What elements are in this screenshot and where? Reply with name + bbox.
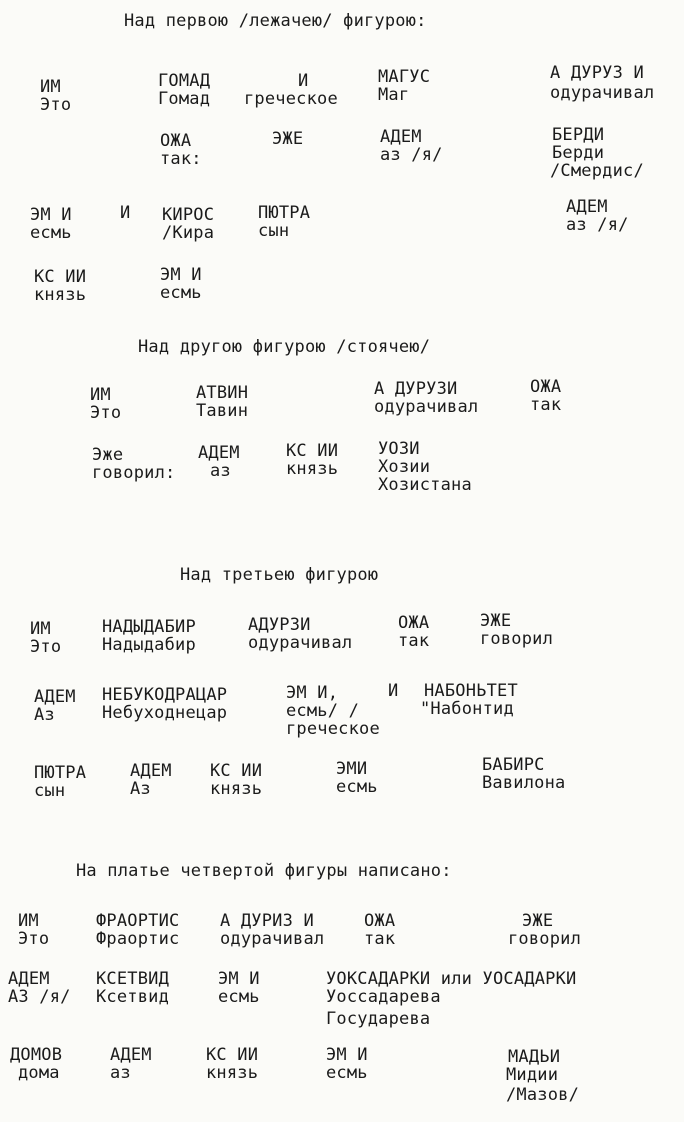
word-bottom: есмь xyxy=(336,777,378,797)
word-bottom: Это xyxy=(90,403,122,423)
word-bottom: аз /я/ xyxy=(380,145,443,165)
word-top: ПЮТРА xyxy=(34,763,87,783)
word-top: ИМ xyxy=(90,385,111,405)
word-top: БАБИРС xyxy=(482,755,545,775)
word-top: МАГУС xyxy=(378,67,431,87)
word-top: АДЕМ xyxy=(34,687,76,707)
word-top: ЭМ И xyxy=(30,205,72,225)
word-top: ИМ xyxy=(40,77,61,97)
word-bottom: Фраортис xyxy=(96,929,180,949)
word-bottom: Маг xyxy=(378,85,410,105)
section-heading: На платье четвертой фигуры написано: xyxy=(76,861,452,881)
word-bottom: Это xyxy=(30,637,62,657)
word-top: ЭМ И xyxy=(218,969,260,989)
word-bottom: так xyxy=(364,929,396,949)
word-top: КИРОС xyxy=(162,205,215,225)
word-bottom: так: xyxy=(160,149,202,169)
word-bottom: князь xyxy=(286,459,339,479)
word-top: ОЖА xyxy=(530,377,562,397)
word-bottom: дома xyxy=(18,1063,60,1083)
word-bottom: Хозии xyxy=(378,457,431,477)
word-bottom: есмь xyxy=(218,987,260,1007)
word-bottom: аз xyxy=(210,461,231,481)
word-bottom: сын xyxy=(258,221,290,241)
word-bottom: Вавилона xyxy=(482,773,566,793)
word-extra: греческое xyxy=(286,719,380,739)
word-bottom: Аз xyxy=(34,705,55,725)
word-top: УОКСАДАРКИ или УОСАДАРКИ xyxy=(326,969,577,989)
word-top: КС ИИ xyxy=(210,761,263,781)
word-bottom: Гомад xyxy=(158,89,211,109)
word-top: А ДУРУЗ И xyxy=(550,63,644,83)
word-extra: Государева xyxy=(326,1009,431,1029)
word-top: ЭЖЕ xyxy=(522,911,554,931)
word-bottom: Это xyxy=(40,95,72,115)
word-bottom: Тавин xyxy=(196,401,249,421)
word-bottom: "Набонтид xyxy=(420,699,514,719)
word-top: А ДУРИЗ И xyxy=(220,911,314,931)
word-bottom: князь xyxy=(210,779,263,799)
word-top: ЭМ И xyxy=(160,265,202,285)
word-bottom: так xyxy=(530,395,562,415)
word-bottom: одурачивал xyxy=(220,929,325,949)
word-bottom: сын xyxy=(34,781,66,801)
word-bottom: Берди xyxy=(552,143,605,163)
word-top: КС ИИ xyxy=(286,441,339,461)
word-top: ГОМАД xyxy=(158,71,211,91)
word-top: НАБОНЬТЕТ xyxy=(424,681,518,701)
word-bottom: есмь/ / xyxy=(286,701,360,721)
word-bottom: греческое xyxy=(244,89,338,109)
word-top: АДЕМ xyxy=(566,197,608,217)
section-heading: Над первою /лежачею/ фигурою: xyxy=(124,11,427,31)
word-bottom: говорил xyxy=(508,929,582,949)
word-top: Эже xyxy=(92,445,124,465)
word-top: УОЗИ xyxy=(378,439,420,459)
word-top: ЭМИ xyxy=(336,759,368,779)
word-top: НЕБУКОДРАЦАР xyxy=(102,685,228,705)
word-top: И xyxy=(298,71,309,91)
word-top: ИМ xyxy=(18,911,39,931)
word-top: ИМ xyxy=(30,619,51,639)
word-top: АТВИН xyxy=(196,383,249,403)
word-top: И xyxy=(388,681,399,701)
word-top: ФРАОРТИС xyxy=(96,911,180,931)
word-bottom: есмь xyxy=(30,223,72,243)
word-top: ЭЖЕ xyxy=(272,129,304,149)
word-bottom: Уоссадарева xyxy=(326,987,441,1007)
word-bottom: есмь xyxy=(160,283,202,303)
word-top: ОЖА xyxy=(364,911,396,931)
word-bottom: князь xyxy=(34,285,87,305)
word-bottom: аз xyxy=(110,1063,131,1083)
word-top: ЭМ И xyxy=(326,1045,368,1065)
word-bottom: Небуходнецар xyxy=(102,703,228,723)
word-top: НАДЫДАБИР xyxy=(102,617,196,637)
word-bottom: говорил xyxy=(480,629,554,649)
word-extra: /Смердис/ xyxy=(550,161,644,181)
word-top: АДЕМ xyxy=(8,969,50,989)
word-bottom: так xyxy=(398,631,430,651)
word-top: ОЖА xyxy=(398,613,430,633)
word-top: ЭМ И, xyxy=(286,683,339,703)
word-extra: Хозистана xyxy=(378,475,472,495)
word-bottom: одурачивал xyxy=(550,83,655,103)
word-bottom: князь xyxy=(206,1063,259,1083)
word-top: КС ИИ xyxy=(206,1045,259,1065)
word-top: КС ИИ xyxy=(34,267,87,287)
word-top: БЕРДИ xyxy=(552,125,605,145)
word-top: АДЕМ xyxy=(380,127,422,147)
word-extra: /Мазов/ xyxy=(506,1085,580,1105)
word-top: А ДУРУЗИ xyxy=(374,379,458,399)
word-bottom: одурачивал xyxy=(374,397,479,417)
word-bottom: АЗ /я/ xyxy=(8,987,71,1007)
word-top: КСЕТВИД xyxy=(96,969,170,989)
word-bottom: Это xyxy=(18,929,50,949)
word-top: ОЖА xyxy=(160,131,192,151)
word-bottom: Ксетвид xyxy=(96,987,170,1007)
word-bottom: Аз xyxy=(130,779,151,799)
word-top: АДЕМ xyxy=(110,1045,152,1065)
word-top: И xyxy=(120,203,131,223)
word-top: ЭЖЕ xyxy=(480,611,512,631)
word-top: ДОМОВ xyxy=(10,1045,63,1065)
word-bottom: Надыдабир xyxy=(102,635,196,655)
word-bottom: говорил: xyxy=(92,463,176,483)
word-bottom: есмь xyxy=(326,1063,368,1083)
word-top: АДЕМ xyxy=(198,443,240,463)
word-top: АДУРЗИ xyxy=(248,615,311,635)
word-bottom: Мидии xyxy=(506,1065,559,1085)
word-top: МАДЬИ xyxy=(508,1047,561,1067)
word-bottom: одурачивал xyxy=(248,633,353,653)
section-heading: Над другою фигурою /стоячею/ xyxy=(138,337,431,357)
word-bottom: /Кира xyxy=(162,223,215,243)
word-top: АДЕМ xyxy=(130,761,172,781)
word-top: ПЮТРА xyxy=(258,203,311,223)
section-heading: Над третьею фигурою xyxy=(180,565,379,585)
word-bottom: аз /я/ xyxy=(566,215,629,235)
